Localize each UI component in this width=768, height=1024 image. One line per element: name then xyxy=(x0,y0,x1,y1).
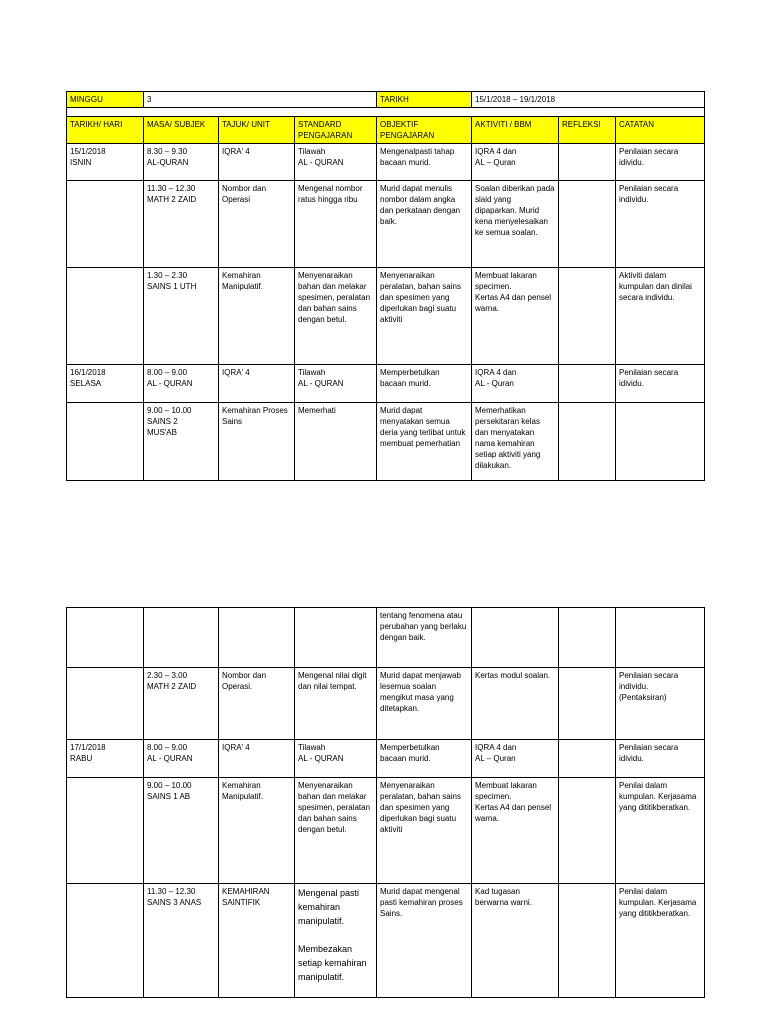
date-cell: 16/1/2018 SELASA xyxy=(67,365,144,403)
table-row xyxy=(67,268,705,365)
activity-cell: IQRA 4 dan AL – Quran xyxy=(472,144,559,181)
topic-cell: IQRA' 4 xyxy=(219,144,295,181)
activity-cell: IQRA 4 dan AL – Quran xyxy=(472,740,559,778)
objective-cell: Memperbetulkan bacaan murid. xyxy=(377,740,472,778)
notes-cell: Penilaian secara idividu. xyxy=(616,740,705,778)
reflection-cell xyxy=(559,668,616,740)
header-cell: OBJEKTIF PENGAJARAN xyxy=(377,117,472,144)
table-row xyxy=(67,608,705,668)
lesson-plan-table-page-1 xyxy=(66,91,705,481)
topic-cell: IQRA' 4 xyxy=(219,740,295,778)
time-subject-cell: 2.30 – 3.00 MATH 2 ZAID xyxy=(144,668,219,740)
table-row xyxy=(67,181,705,268)
topic-cell: KEMAHIRAN SAINTIFIK xyxy=(219,884,295,998)
topic-cell: Kemahiran Manipulatif. xyxy=(219,778,295,884)
notes-cell: Penilaian secara idividu. xyxy=(616,144,705,181)
table-row xyxy=(67,778,705,884)
time-subject-cell: 11.30 – 12.30 SAINS 3 ANAS xyxy=(144,884,219,998)
reflection-cell xyxy=(559,740,616,778)
topic-cell: Kemahiran Proses Sains xyxy=(219,403,295,481)
notes-cell: Penilai dalam kumpulan. Kerjasama yang dititikberatkan. xyxy=(616,778,705,884)
objective-cell: Murid dapat menyatakan semua deria yang terlibat untuk membuat pemerhatian xyxy=(377,403,472,481)
objective-cell: Memperbetulkan bacaan murid. xyxy=(377,365,472,403)
date-cell xyxy=(67,608,144,668)
time-subject-cell: 8.00 – 9.00 AL - QURAN xyxy=(144,365,219,403)
info-row xyxy=(67,92,705,108)
time-subject-cell: 1.30 – 2.30 SAINS 1 UTH xyxy=(144,268,219,365)
date-cell xyxy=(67,884,144,998)
notes-cell: Aktiviti dalam kumpulan dan dinilai secara individu. xyxy=(616,268,705,365)
topic-cell: Kemahiran Manipulatif. xyxy=(219,268,295,365)
date-cell xyxy=(67,181,144,268)
tarikh-label: TARIKH xyxy=(377,92,472,108)
header-cell: TARIKH/ HARI xyxy=(67,117,144,144)
activity-cell: Soalan diberikan pada slaid yang dipaparkan. Murid kena menyelesaikan ke semua soalan. xyxy=(472,181,559,268)
tarikh-value: 15/1/2018 – 19/1/2018 xyxy=(472,92,705,108)
time-subject-cell: 9.00 – 10.00 SAINS 2 MUS'AB xyxy=(144,403,219,481)
header-cell: STANDARD PENGAJARAN xyxy=(295,117,377,144)
activity-cell: IQRA 4 dan AL - Quran xyxy=(472,365,559,403)
time-subject-cell xyxy=(144,608,219,668)
reflection-cell xyxy=(559,144,616,181)
time-subject-cell: 8.00 – 9.00 AL - QURAN xyxy=(144,740,219,778)
date-cell xyxy=(67,268,144,365)
standard-cell: Menyenaraikan bahan dan melakar spesimen, peralatan dan bahan sains dengan betul. xyxy=(295,778,377,884)
objective-cell: Murid dapat mengenal pasti kemahiran proses Sains. xyxy=(377,884,472,998)
table-row xyxy=(67,740,705,778)
date-cell: 15/1/2018 ISNIN xyxy=(67,144,144,181)
standard-cell: Mengenal nombor ratus hingga ribu xyxy=(295,181,377,268)
time-subject-cell: 9.00 – 10.00 SAINS 1 AB xyxy=(144,778,219,884)
date-cell xyxy=(67,668,144,740)
reflection-cell xyxy=(559,608,616,668)
table-row xyxy=(67,884,705,998)
reflection-cell xyxy=(559,403,616,481)
reflection-cell xyxy=(559,365,616,403)
objective-cell: Mengenalpasti tahap bacaan murid. xyxy=(377,144,472,181)
topic-cell xyxy=(219,608,295,668)
table-row xyxy=(67,365,705,403)
date-cell xyxy=(67,403,144,481)
header-cell: AKTIVITI / BBM xyxy=(472,117,559,144)
table-row xyxy=(67,144,705,181)
standard-cell: Mengenal pasti kemahiran manipulatif. Membezakan setiap kemahiran manipulatif. xyxy=(295,884,377,998)
activity-cell: Kad tugasan berwarna warni. xyxy=(472,884,559,998)
time-subject-cell: 8.30 – 9.30 AL-QURAN xyxy=(144,144,219,181)
notes-cell xyxy=(616,608,705,668)
activity-cell xyxy=(472,608,559,668)
table-row xyxy=(67,403,705,481)
topic-cell: Nombor dan Operasi xyxy=(219,181,295,268)
table-row xyxy=(67,668,705,740)
date-cell: 17/1/2018 RABU xyxy=(67,740,144,778)
standard-cell: Tilawah AL - QURAN xyxy=(295,144,377,181)
standard-cell: Tilawah AL - QURAN xyxy=(295,365,377,403)
objective-cell: tentang fenomena atau perubahan yang berlaku dengan baik. xyxy=(377,608,472,668)
activity-cell: Memerhatikan persekitaran kelas dan menyatakan nama kemahiran setiap aktiviti yang dilakukan. xyxy=(472,403,559,481)
objective-cell: Menyenaraikan peralatan, bahan sains dan spesimen yang diperlukan bagi suatu aktiviti xyxy=(377,778,472,884)
notes-cell: Penilaian secara individu. (Pentaksiran) xyxy=(616,668,705,740)
header-cell: MASA/ SUBJEK xyxy=(144,117,219,144)
minggu-label: MINGGU xyxy=(67,92,144,108)
lesson-plan-table-page-2 xyxy=(66,607,705,998)
reflection-cell xyxy=(559,268,616,365)
reflection-cell xyxy=(559,181,616,268)
standard-cell: Mengenal nilai digit dan nilai tempat. xyxy=(295,668,377,740)
time-subject-cell: 11.30 – 12.30 MATH 2 ZAID xyxy=(144,181,219,268)
standard-cell: Memerhati xyxy=(295,403,377,481)
minggu-value: 3 xyxy=(144,92,377,108)
objective-cell: Menyenaraikan peralatan, bahan sains dan spesimen yang diperlukan bagi suatu aktiviti xyxy=(377,268,472,365)
date-cell xyxy=(67,778,144,884)
spacer-row xyxy=(67,108,705,117)
topic-cell: IQRA' 4 xyxy=(219,365,295,403)
header-cell: CATATAN xyxy=(616,117,705,144)
objective-cell: Murid dapat menulis nombor dalam angka dan perkataan dengan baik. xyxy=(377,181,472,268)
standard-cell: Menyenaraikan bahan dan melakar spesimen, peralatan dan bahan sains dengan betul. xyxy=(295,268,377,365)
standard-cell: Tilawah AL - QURAN xyxy=(295,740,377,778)
topic-cell: Nombor dan Operasi. xyxy=(219,668,295,740)
reflection-cell xyxy=(559,884,616,998)
notes-cell: Penilaian secara individu. xyxy=(616,181,705,268)
activity-cell: Membuat lakaran specimen. Kertas A4 dan pensel warna. xyxy=(472,268,559,365)
notes-cell: Penilaian secara idividu. xyxy=(616,365,705,403)
reflection-cell xyxy=(559,778,616,884)
header-cell: REFLEKSI xyxy=(559,117,616,144)
notes-cell xyxy=(616,403,705,481)
notes-cell: Penilai dalam kumpulan. Kerjasama yang dititikberatkan. xyxy=(616,884,705,998)
activity-cell: Kertas modul soalan. xyxy=(472,668,559,740)
header-row xyxy=(67,117,705,144)
header-cell: TAJUK/ UNIT xyxy=(219,117,295,144)
objective-cell: Murid dapat menjawab lesemua soalan mengikut masa yang ditetapkan. xyxy=(377,668,472,740)
standard-cell xyxy=(295,608,377,668)
activity-cell: Membuat lakaran specimen. Kertas A4 dan pensel warna. xyxy=(472,778,559,884)
